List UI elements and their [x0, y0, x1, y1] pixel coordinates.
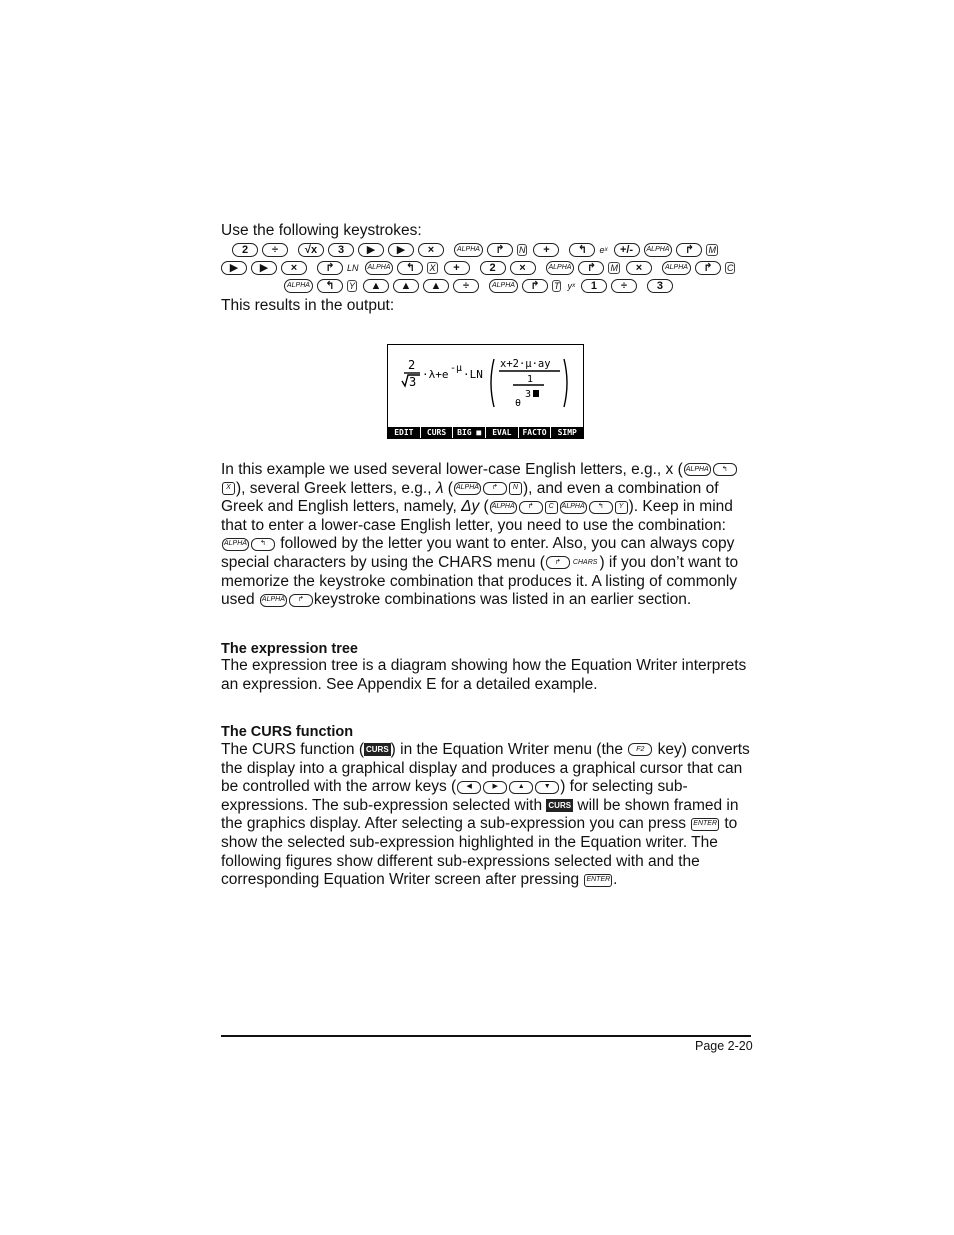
arrow-right-key[interactable]: ▶	[483, 781, 507, 794]
section-heading-expression-tree: The expression tree	[221, 641, 358, 657]
f2-key[interactable]: F2	[628, 743, 652, 756]
keystroke-key[interactable]: 3	[328, 243, 354, 257]
paragraph-expression-tree: The expression tree is a diagram showing how the Equation Writer interprets an expression. See Appendix E for a detailed example.	[221, 657, 747, 693]
x-key[interactable]: X	[222, 482, 235, 495]
keystroke-key[interactable]: LN	[347, 263, 359, 273]
left-shift-key[interactable]: ↰	[713, 463, 737, 476]
lambda-symbol: λ	[435, 479, 444, 497]
curs-text-a: The CURS function (	[221, 741, 364, 758]
enter-key[interactable]: ENTER	[584, 874, 612, 887]
svg-text:·λ+e: ·λ+e	[422, 368, 449, 381]
curs-text-c: key) converts the display into a graphical display and produces a graphical cursor that can be controlled with the arrow keys (	[221, 741, 750, 796]
keystroke-key[interactable]: ↱	[522, 279, 548, 293]
para1-text-g: followed by the letter you want to enter. Also, you can always copy special characters by using the CHARS menu (	[221, 535, 735, 571]
keystroke-key[interactable]: ÷	[611, 279, 637, 293]
keystroke-key[interactable]: ▲	[393, 279, 419, 293]
alpha-key[interactable]: ALPHA	[490, 501, 517, 514]
keystroke-key[interactable]: +/-	[614, 243, 640, 257]
keystroke-key[interactable]: ALPHA	[284, 279, 313, 293]
keystroke-key[interactable]: M	[708, 245, 716, 255]
page-number: Page 2-20	[695, 1039, 753, 1053]
keystroke-key[interactable]: Y	[348, 281, 355, 291]
keystroke-row-2	[221, 259, 741, 277]
alpha-key[interactable]: ALPHA	[560, 501, 587, 514]
arrow-up-key[interactable]: ▲	[509, 781, 533, 794]
equation-display	[388, 345, 583, 427]
svg-text:2: 2	[408, 358, 416, 372]
softkey-4[interactable]: FACTO	[519, 427, 551, 438]
softkey-5[interactable]: SIMP	[551, 427, 583, 438]
keystroke-key[interactable]: 1	[581, 279, 607, 293]
keystroke-key[interactable]: ↰	[569, 243, 595, 257]
curs-text-b: ) in the Equation Writer menu (the	[390, 741, 628, 758]
keystroke-key[interactable]: ↱	[578, 261, 604, 275]
para1-text-c: (	[443, 479, 453, 497]
left-shift-key[interactable]: ↰	[589, 501, 613, 514]
svg-text:θ: θ	[515, 398, 522, 409]
keystroke-key[interactable]: ▶	[251, 261, 277, 275]
softkey-0[interactable]: EDIT	[388, 427, 420, 438]
alpha-key[interactable]: ALPHA	[260, 594, 287, 607]
para1-text-f: ). Keep in mind that to enter a lower-case English letter, you need to use the combination:	[221, 498, 733, 534]
keystroke-key[interactable]: ↰	[397, 261, 423, 275]
section-heading-curs: The CURS function	[221, 724, 354, 740]
keystroke-key[interactable]: ALPHA	[454, 243, 483, 257]
svg-text:1: 1	[527, 374, 534, 385]
keystroke-key[interactable]: ÷	[262, 243, 288, 257]
arrow-left-key[interactable]: ◀	[457, 781, 481, 794]
keystroke-key[interactable]: ▲	[423, 279, 449, 293]
svg-text:3: 3	[409, 375, 417, 389]
chars-key-label[interactable]: CHARS	[572, 558, 598, 566]
softkey-2[interactable]: BIG ■	[453, 427, 485, 438]
para1-text-d: ), and even a combination of Greek and English letters, namely,	[221, 479, 719, 516]
soft-menu-bar	[388, 427, 583, 438]
intro-text: Use the following keystrokes:	[221, 222, 422, 239]
alpha-key[interactable]: ALPHA	[684, 463, 711, 476]
delta-y-symbol: Δy	[461, 498, 480, 516]
curs-text-e: will be shown framed in the graphics display. After selecting a sub-expression you can press	[221, 796, 739, 833]
keystroke-key[interactable]: 2	[232, 243, 258, 257]
keystroke-key[interactable]: ÷	[453, 279, 479, 293]
right-shift-key[interactable]: ↱	[546, 556, 570, 569]
keystroke-key[interactable]: ↱	[676, 243, 702, 257]
keystroke-key[interactable]: ×	[626, 261, 652, 275]
para1-text-e: (	[479, 498, 489, 516]
arrow-down-key[interactable]: ▼	[535, 781, 559, 794]
keystroke-key[interactable]: ▶	[388, 243, 414, 257]
keystroke-key[interactable]: T	[553, 281, 560, 291]
svg-text:-μ: -μ	[450, 363, 463, 374]
keystroke-key[interactable]: ▲	[363, 279, 389, 293]
right-shift-key[interactable]: ↱	[483, 482, 507, 495]
calculator-screen	[387, 344, 584, 439]
keystroke-key[interactable]: +	[444, 261, 470, 275]
keystroke-key[interactable]: yˣ	[567, 281, 575, 291]
keystroke-key[interactable]: ALPHA	[546, 261, 575, 275]
keystroke-key[interactable]: ↱	[317, 261, 343, 275]
keystroke-key[interactable]: ×	[510, 261, 536, 275]
keystroke-key[interactable]: ↰	[317, 279, 343, 293]
softkey-1[interactable]: CURS	[421, 427, 453, 438]
keystroke-key[interactable]: 2	[480, 261, 506, 275]
keystroke-key[interactable]: 3	[647, 279, 673, 293]
para1-text-h: ) if you don’t want to memorize the keystroke combination that produces it. A listing of commonly used	[221, 553, 739, 609]
keystroke-key[interactable]: N	[518, 245, 526, 255]
curs-softkey-icon[interactable]: CURS	[366, 745, 389, 755]
n-key[interactable]: N	[509, 482, 522, 495]
right-shift-key[interactable]: ↱	[519, 501, 543, 514]
keystroke-key[interactable]: X	[429, 263, 436, 273]
keystroke-key[interactable]: √x	[298, 243, 324, 257]
keystroke-key[interactable]: M	[610, 263, 618, 273]
keystroke-key[interactable]: C	[726, 263, 734, 273]
right-shift-key[interactable]: ↱	[289, 594, 313, 607]
alpha-key[interactable]: ALPHA	[222, 538, 249, 551]
enter-key[interactable]: ENTER	[691, 818, 719, 831]
keystroke-key[interactable]: ×	[418, 243, 444, 257]
curs-text-g: .	[613, 871, 618, 889]
curs-text-f: to show the selected sub-expression highlighted in the Equation writer. The following figures show different sub-expressions selected with and the corresponding Equation Writer screen after pressing	[221, 815, 738, 889]
keystroke-key[interactable]: ALPHA	[644, 243, 673, 257]
y-key[interactable]: Y	[615, 501, 628, 514]
alpha-key[interactable]: ALPHA	[454, 482, 481, 495]
para1-text-a: In this example we used several lower-case English letters, e.g., x (	[221, 461, 683, 478]
curs-softkey-icon[interactable]: CURS	[548, 801, 572, 811]
paragraph-curs	[221, 741, 751, 890]
keystroke-key[interactable]: ▶	[358, 243, 384, 257]
svg-text:·LN: ·LN	[463, 368, 483, 381]
keystroke-key[interactable]: ALPHA	[662, 261, 691, 275]
keystroke-key[interactable]: ×	[281, 261, 307, 275]
keystroke-key[interactable]: ↱	[487, 243, 513, 257]
keystroke-row-1	[232, 241, 724, 259]
keystroke-row-3	[284, 277, 677, 295]
para1-text-b: ), several Greek letters, e.g.,	[236, 479, 436, 497]
keystroke-key[interactable]: ALPHA	[489, 279, 518, 293]
keystroke-key[interactable]: ↱	[695, 261, 721, 275]
paragraph-letters	[221, 461, 751, 610]
para1-text-i: keystroke combinations was listed in an earlier section.	[313, 591, 692, 609]
c-key[interactable]: C	[545, 501, 558, 514]
keystroke-key[interactable]: eˣ	[599, 245, 608, 255]
svg-text:3: 3	[525, 389, 532, 400]
left-shift-key[interactable]: ↰	[251, 538, 275, 551]
keystroke-key[interactable]: +	[533, 243, 559, 257]
results-text: This results in the output:	[221, 297, 395, 314]
keystroke-key[interactable]: ALPHA	[365, 261, 394, 275]
softkey-3[interactable]: EVAL	[486, 427, 518, 438]
keystroke-key[interactable]: ▶	[221, 261, 247, 275]
footer-rule	[221, 1035, 751, 1037]
curs-text-d: ) for selecting sub-expressions. The sub-expression selected with	[221, 778, 688, 814]
svg-text:x+2·μ·ay: x+2·μ·ay	[500, 358, 551, 370]
